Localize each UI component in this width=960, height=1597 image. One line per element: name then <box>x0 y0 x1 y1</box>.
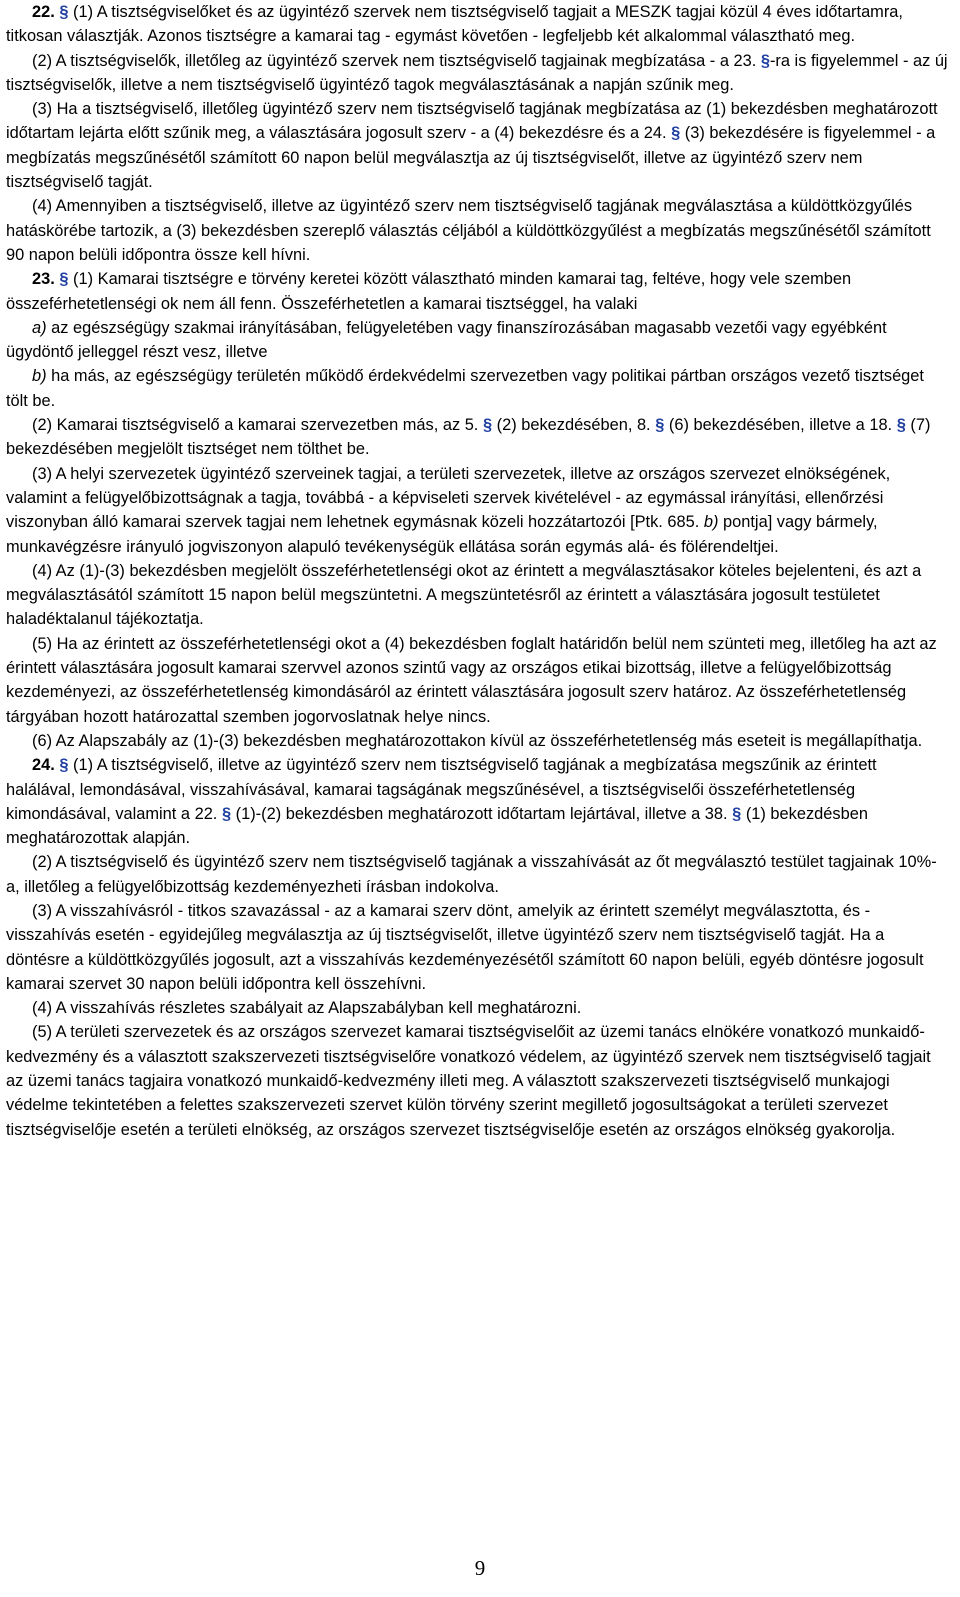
paragraph-text: (1)-(2) bekezdésben meghatározott időtartam lejártával, illetve a 38. <box>235 804 728 823</box>
paragraph-text: (5) Ha az érintett az összeférhetetlenségi okot a (4) bekezdésben foglalt határidőn belül nem szünteti meg, illetőleg ha azt az érintett választására jogosult kamarai szervvel azonos szintű vagy az országos etikai bizottság, illetve a felügyelőbizottság kezdeményezi, az összeférhetetlenség kimondásáról az érintett választására jogosult szerv határoz. Az összeférhetetlenség tárgyában hozott határozattal szemben jogorvoslatnak helye nincs. <box>6 634 937 726</box>
section-mark[interactable]: § <box>221 804 232 823</box>
paragraph-text: (3) Ha a tisztségviselő, illetőleg ügyintéző szerv nem tisztségviselő tagjának megbízatása az (1) bekezdésben meghatározott időtartam lejárta előtt szűnik meg, a választására jogosult szerv - a (4) bekezdésre és a 24. <box>6 100 938 143</box>
paragraph-text: (3) A helyi szervezetek ügyintéző szerveinek tagjai, a területi szervezetek, illetve az országos szervezet elnökségének, valamint a felügyelőbizottságnak a tagja, továbbá - a képviseleti szervek kivételével - az egymással irányítási, ellenőrzési viszonyban álló kamarai szervek tagjai nem lehetnek egymásnak közeli hozzátartozói [Ptk. 685. <box>6 464 891 532</box>
paragraph-23-1-a <box>6 316 950 365</box>
document-page <box>6 0 950 1142</box>
paragraph-22-4 <box>6 194 950 267</box>
paragraph-text: ha más, az egészségügy területén működő érdekvédelmi szervezetben vagy politikai pártban országos vezető tisztséget tölt be. <box>6 367 924 410</box>
point-reference-b: b) <box>703 513 719 532</box>
paragraph-23-1 <box>6 267 950 316</box>
paragraph-23-6 <box>6 729 950 753</box>
section-number-24: 24. <box>32 756 55 775</box>
paragraph-22-2 <box>6 49 950 98</box>
paragraph-text: (6) Az Alapszabály az (1)-(3) bekezdésben meghatározottakon kívül az összeférhetetlenség más eseteit is megállapíthatja. <box>32 731 923 750</box>
paragraph-text: (2) A tisztségviselő és ügyintéző szerv nem tisztségviselő tagjának a visszahívását az őt megválasztó testület tagjainak 10%-a, illetőleg a felügyelőbizottság kezdeményezheti írásban indokolva. <box>6 853 937 896</box>
paragraph-text: (1) A tisztségviselőket és az ügyintéző szervek nem tisztségviselő tagjait a MESZK tagjai közül 4 éves időtartamra, titkosan választják. Azonos tisztségre a kamarai tag - egymást követően - legfeljebb két alkalommal választható meg. <box>6 3 903 46</box>
paragraph-23-2 <box>6 413 950 462</box>
paragraph-text: (6) bekezdésében, illetve a 18. <box>668 416 893 435</box>
paragraph-23-4 <box>6 559 950 632</box>
paragraph-text: (4) A visszahívás részletes szabályait az Alapszabályban kell meghatározni. <box>32 999 582 1018</box>
paragraph-text: (1) A tisztségviselő, illetve az ügyintéző szerv nem tisztségviselő tagjának a megbízatása megszűnik az érintett halálával, lemondásával, visszahívásával, kamarai tagságának megszűnésével, a tisztségviselői összeférhetetlenség kimondásával, valamint a 22. <box>6 756 877 823</box>
paragraph-24-1 <box>6 753 950 850</box>
section-mark[interactable]: § <box>671 124 681 143</box>
section-mark[interactable]: § <box>59 756 69 775</box>
paragraph-24-5 <box>6 1020 950 1141</box>
section-mark[interactable]: § <box>59 270 69 289</box>
paragraph-text: -ra is figyelemmel - az új tisztségviselők, illetve a nem tisztségviselő ügyintéző tagok megválasztásának a napján szűnik meg. <box>6 51 948 94</box>
paragraph-text: (1) Kamarai tisztségre e törvény keretei között választható minden kamarai tag, feltéve, hogy vele szemben összeférhetetlenségi ok nem áll fenn. Összeférhetetlen a kamarai tisztséggel, ha valaki <box>6 270 852 313</box>
paragraph-text: (2) bekezdésében, 8. <box>496 416 651 435</box>
section-mark[interactable]: § <box>482 416 493 435</box>
paragraph-24-2 <box>6 850 950 899</box>
paragraph-24-4 <box>6 996 950 1020</box>
section-number-22: 22. <box>32 3 55 21</box>
page-number: 9 <box>474 1556 486 1580</box>
section-mark[interactable]: § <box>732 804 742 823</box>
paragraph-text: az egészségügy szakmai irányításában, felügyeletében vagy finanszírozásában magasabb vezetői vagy egyébként ügydöntő jelleggel részt vesz, illetve <box>6 318 887 362</box>
section-mark[interactable]: § <box>655 416 665 435</box>
paragraph-text: (1) bekezdésben meghatározottak alapján. <box>6 804 868 848</box>
section-mark[interactable]: § <box>760 51 770 70</box>
paragraph-22-1 <box>6 0 950 49</box>
paragraph-text: (7) bekezdésében megjelölt tisztséget nem tölthet be. <box>6 416 931 459</box>
paragraph-text: (3) bekezdésére is figyelemmel - a megbízatás megszűnésétől számított 60 napon belül megválasztja az új tisztségviselőt, illetve az ügyintéző szerv nem tisztségviselő tagját. <box>6 124 936 192</box>
paragraph-text: (4) Amennyiben a tisztségviselő, illetve az ügyintéző szerv nem tisztségviselő tagjának megválasztása a küldöttközgyűlés hatáskörébe tartozik, a (3) bekezdésben szereplő választás céljából a küldöttközgyűlést a megbízatás megszűnésétől számított 90 napon belüli időpontra össze kell hívni. <box>6 197 931 264</box>
paragraph-text: (2) Kamarai tisztségviselő a kamarai szervezetben más, az 5. <box>32 416 479 435</box>
section-mark[interactable]: § <box>896 416 906 435</box>
paragraph-text: (3) A visszahívásról - titkos szavazással - az a kamarai szerv dönt, amelyik az érintett személyt megválasztotta, és - visszahívás esetén - egyidejűleg megválasztja az új tisztségviselőt, illetve ügyintéző szerv nem tisztségviselő tagját. Ha a döntésre a küldöttközgyűlés jogosult, azt a visszahívás kezdeményezésétől számított 60 napon belüli, egyéb döntésre jogosult kamarai szervet 30 napon belüli időpontra kell összehívni. <box>6 901 924 993</box>
point-label-b: b) <box>32 367 47 386</box>
paragraph-text: (4) Az (1)-(3) bekezdésben megjelölt összeférhetetlenségi okot az érintett a megválasztásakor köteles bejelenteni, és azt a megválasztásától számított 15 napon belül megszüntetni. A megszüntetésről az érintett a választására jogosult testületet haladéktalanul tájékoztatja. <box>6 561 922 629</box>
section-mark[interactable]: § <box>59 3 69 21</box>
paragraph-24-3 <box>6 899 950 996</box>
paragraph-22-3 <box>6 97 950 194</box>
paragraph-text: (2) A tisztségviselők, illetőleg az ügyintéző szervek nem tisztségviselő tagjainak megbízatása - a 23. <box>32 51 757 70</box>
point-label-a: a) <box>32 318 47 337</box>
paragraph-23-3 <box>6 462 950 559</box>
paragraph-text: pontja] vagy bármely, munkavégzésre irányuló jogviszonyon alapuló tevékenységük ellátása során egymás alá- és fölérendeltjei. <box>6 513 878 556</box>
paragraph-text: (5) A területi szervezetek és az országos szervezet kamarai tisztségviselőit az üzemi tanács elnökére vonatkozó munkaidő-kedvezmény és a választott szakszervezeti tisztségviselőre vonatkozó védelem, az ügyintéző szervek nem tisztségviselő tagjait az üzemi tanács tagjaira vonatkozó munkaidő-kedvezmény illeti meg. A választott szakszervezeti tisztségviselő munkajogi védelme tekintetében a felettes szakszervezeti szervet külön törvény szerint megillető jogosultságokat a területi szervezet tisztségviselője esetén a területi elnökség, az országos szervezet tisztségviselője esetén az országos elnökség gyakorolja. <box>6 1023 931 1139</box>
section-number-23: 23. <box>32 270 55 289</box>
paragraph-23-5 <box>6 632 950 729</box>
paragraph-23-1-b <box>6 364 950 413</box>
